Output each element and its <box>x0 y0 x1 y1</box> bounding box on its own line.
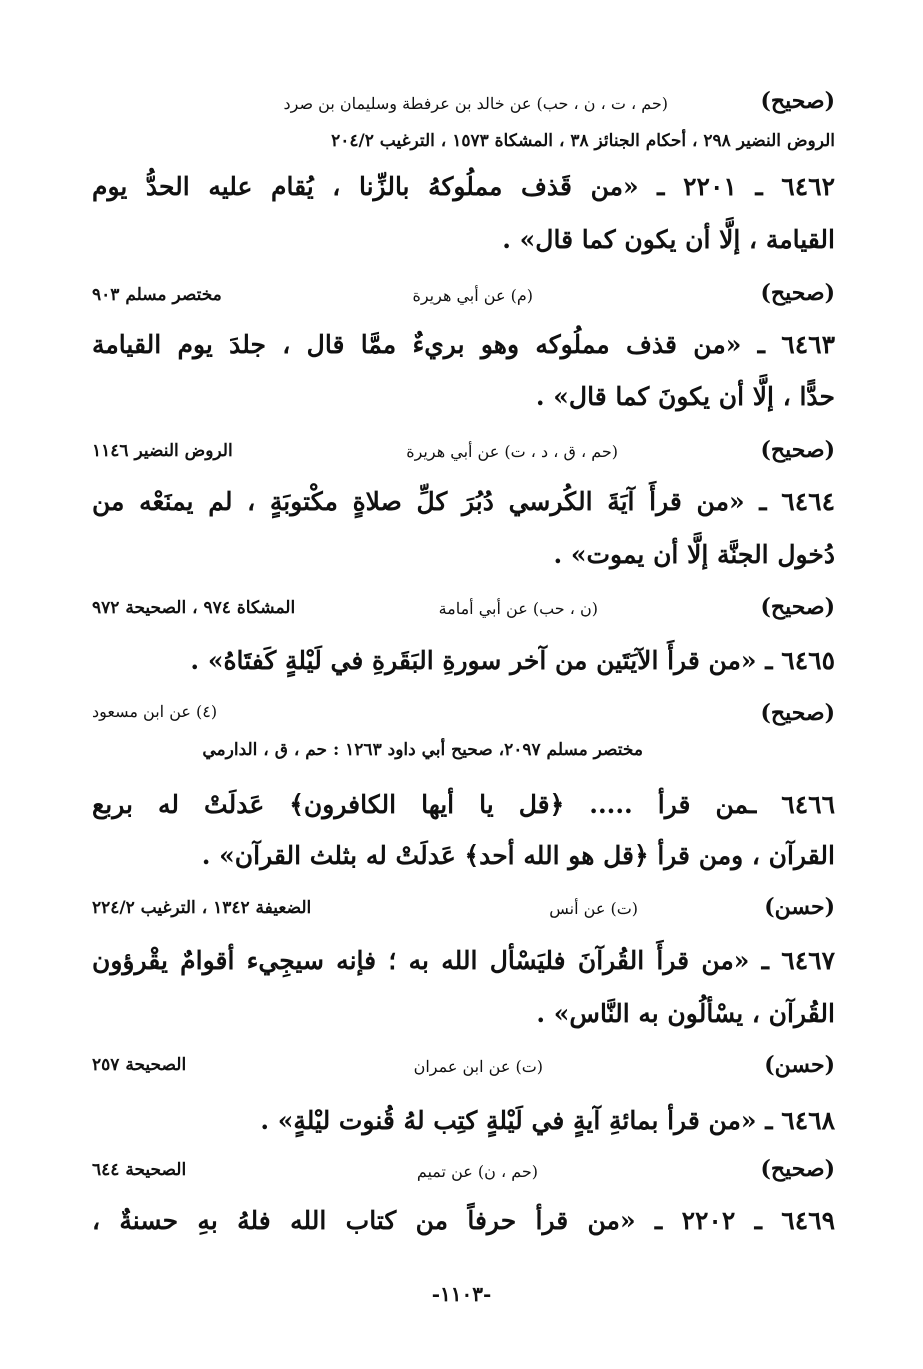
hadith-text-line: القُرآن ، يسْألُون به النَّاس» . <box>536 999 835 1028</box>
references: الضعيفة ١٣٤٢ ، الترغيب ٢٢٤/٢ <box>92 898 312 918</box>
grade-label: (صحيح) <box>760 437 835 463</box>
source-attribution: (حم ، ن) عن تميم <box>416 1162 538 1181</box>
source-attribution: (ن ، حب) عن أبي أمامة <box>438 599 598 618</box>
hadith-text-line: ٦٤٦٤ ـ «من قرأَ آيَةَ الكُرسي دُبُرَ كلِّ صلاةٍ مكْتوبَةٍ ، لم يمنَعْه من <box>92 487 835 516</box>
source-attribution: (٤) عن ابن مسعود <box>92 702 218 721</box>
grade-label: (صحيح) <box>760 1156 835 1182</box>
references: الروض النضير ١١٤٦ <box>92 441 233 461</box>
page-number: -١١٠٣- <box>431 1282 492 1306</box>
hadith-text-line: ٦٤٦٥ ـ «من قرأَ الآيَتَين من آخر سورةِ البَقَرةِ في لَيْلةٍ كَفتَاهُ» . <box>190 646 835 675</box>
grade-label: (صحيح) <box>760 594 835 620</box>
hadith-text-line: ٦٤٦٣ ـ «من قذف مملُوكه وهو بريءٌ ممَّا قال ، جلدَ يوم القيامة <box>92 330 835 359</box>
source-attribution: (ت) عن أنس <box>549 899 638 918</box>
hadith-text-line: ٦٤٦٧ ـ «من قرأَ القُرآنَ فليَسْأل الله به ؛ فإنه سيجِيء أقوامٌ يقْرؤون <box>92 946 835 975</box>
grade-label: (صحيح) <box>760 280 835 306</box>
references: الصحيحة ٢٥٧ <box>92 1055 187 1075</box>
grade-label: (حسن) <box>764 1052 835 1078</box>
hadith-text-line: ٦٤٦٩ ـ ٢٢٠٢ ـ «من قرأ حرفاً من كتاب الله فلهُ بهِ حسنةٌ ، <box>92 1206 835 1235</box>
hadith-text-line: القيامة ، إلَّا أن يكون كما قال» . <box>502 225 835 254</box>
hadith-text-line: القرآن ، ومن قرأ ﴿قل هو الله أحد﴾ عَدلَتْ له بثلث القرآن» . <box>201 841 835 870</box>
hadith-text-line: حدًّا ، إلَّا أن يكونَ كما قال» . <box>535 382 835 411</box>
grade-label: (صحيح) <box>760 700 835 726</box>
source-attribution: (حم ، ق ، د ، ت) عن أبي هريرة <box>406 442 618 461</box>
references: الصحيحة ٦٤٤ <box>92 1160 187 1180</box>
hadith-text-line: دُخول الجنَّة إلَّا أن يموت» . <box>553 540 835 569</box>
hadith-text-line: ٦٤٦٦ ـمن قرأ ..... ﴿قل يا أيها الكافرون﴾ عَدلَتْ له بربع <box>92 790 835 819</box>
source-attribution: (حم ، ت ، ن ، حب) عن خالد بن عرفطة وسليمان بن صرد <box>283 94 668 113</box>
hadith-text-line: ٦٤٦٢ ـ ٢٢٠١ ـ «من قَذف مملُوكهُ بالزِّنا ، يُقام عليه الحدُّ يوم <box>92 172 836 201</box>
references: الروض النضير ٢٩٨ ، أحكام الجنائز ٣٨ ، المشكاة ١٥٧٣ ، الترغيب ٢٠٤/٢ <box>331 131 835 151</box>
source-attribution: (ت) عن ابن عمران <box>413 1057 543 1076</box>
hadith-text-line: ٦٤٦٨ ـ «من قرأ بمائةِ آيةٍ في لَيْلةٍ كتِب لهُ قُنوت ليْلةٍ» . <box>260 1106 835 1135</box>
grade-label: (صحيح) <box>760 88 835 114</box>
references: مختصر مسلم ٢٠٩٧، صحيح أبي داود ١٢٦٣ : حم ، ق ، الدارمي <box>202 740 643 760</box>
references: مختصر مسلم ٩٠٣ <box>92 285 222 305</box>
source-attribution: (م) عن أبي هريرة <box>412 286 533 305</box>
references: المشكاة ٩٧٤ ، الصحيحة ٩٧٢ <box>92 598 296 618</box>
grade-label: (حسن) <box>764 894 835 920</box>
